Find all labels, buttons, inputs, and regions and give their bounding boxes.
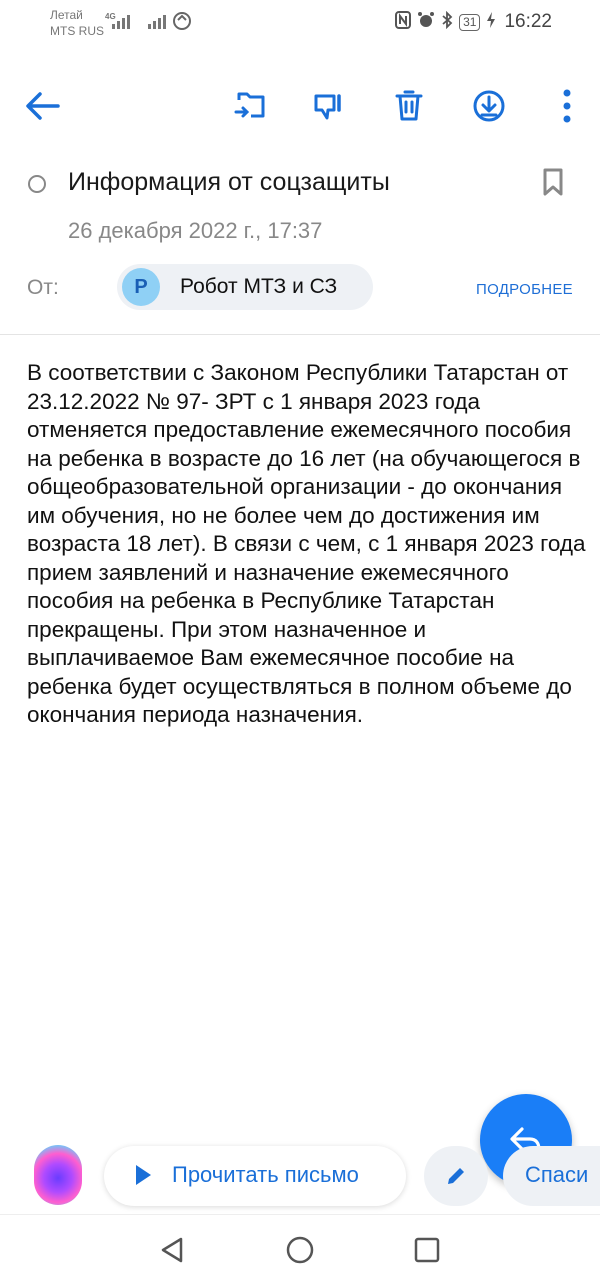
wifi-hotspot-icon <box>172 11 192 36</box>
carrier-info <box>50 7 104 39</box>
charging-icon <box>486 11 496 33</box>
back-button[interactable] <box>22 86 62 126</box>
signal-1-icon <box>112 13 130 29</box>
edit-button[interactable] <box>424 1146 488 1206</box>
message-date: 26 декабря 2022 г., 17:37 <box>68 218 323 243</box>
signal-2-icon <box>148 13 166 29</box>
spam-icon <box>312 88 348 124</box>
more-button[interactable] <box>547 86 587 126</box>
nfc-icon <box>395 11 411 33</box>
bluetooth-icon <box>441 11 453 33</box>
assistant-orb-icon[interactable] <box>34 1145 82 1205</box>
pencil-icon <box>444 1164 468 1188</box>
alarm-icon <box>417 11 435 33</box>
spam-button[interactable] <box>310 86 350 126</box>
bookmark-icon <box>542 167 564 197</box>
home-circle-icon <box>285 1235 315 1265</box>
sender-name: Робот МТЗ и СЗ <box>180 275 338 298</box>
quick-reply-label: Спаси <box>525 1162 589 1187</box>
nav-recents-button[interactable] <box>410 1233 444 1267</box>
nav-back-button[interactable] <box>155 1233 189 1267</box>
header-divider <box>0 334 600 335</box>
unread-toggle-icon[interactable] <box>28 175 46 193</box>
from-label: От: <box>27 276 59 299</box>
toolbar <box>0 70 600 140</box>
avatar: Р <box>122 268 160 306</box>
carrier-line-2: MTS RUS <box>50 24 104 38</box>
download-button[interactable] <box>469 86 509 126</box>
delete-icon <box>391 88 427 124</box>
more-vert-icon <box>561 88 573 124</box>
details-link[interactable]: ПОДРОБНЕЕ <box>475 281 573 298</box>
back-triangle-icon <box>159 1236 185 1264</box>
recents-square-icon <box>413 1236 441 1264</box>
battery-icon: 31 <box>459 14 480 31</box>
sender-chip[interactable] <box>117 264 373 310</box>
read-aloud-button[interactable] <box>104 1146 406 1206</box>
nav-home-button[interactable] <box>283 1233 317 1267</box>
system-nav-bar <box>0 1214 600 1284</box>
read-aloud-label: Прочитать письмо <box>172 1162 359 1187</box>
bookmark-button[interactable] <box>542 167 564 202</box>
carrier-line-1: Летай <box>50 8 83 22</box>
arrow-left-icon <box>24 91 60 121</box>
move-button[interactable] <box>231 86 271 126</box>
quick-reply-thanks[interactable] <box>503 1146 600 1206</box>
message-body: В соответствии с Законом Республики Татарстан от 23.12.2022 № 97- ЗРТ с 1 января 2023 года отменяется предоставление ежемесячного пособия на ребенка в возрасте до 16 лет (на обучающегося в общеобразовательной организации - до окончания им обучения, но не более чем до достижения им возраста 18 лет). В связи с чем, с 1 января 2023 года прием заявлений и назначение ежемесячного пособия на ребенка в Республике Татарстан прекращены. При этом назначенное и выплачиваемое Вам ежемесячное пособие на ребенка будет осуществляться в полном объеме до окончания периода назначения. <box>27 360 586 727</box>
delete-button[interactable] <box>389 86 429 126</box>
status-right <box>395 11 552 33</box>
move-to-folder-icon <box>233 88 269 124</box>
status-bar <box>0 0 600 48</box>
download-icon <box>471 88 507 124</box>
play-icon <box>136 1165 151 1185</box>
network-type: 4G <box>105 12 116 21</box>
clock: 16:22 <box>504 11 552 32</box>
message-subject: Информация от соцзащиты <box>68 168 390 196</box>
